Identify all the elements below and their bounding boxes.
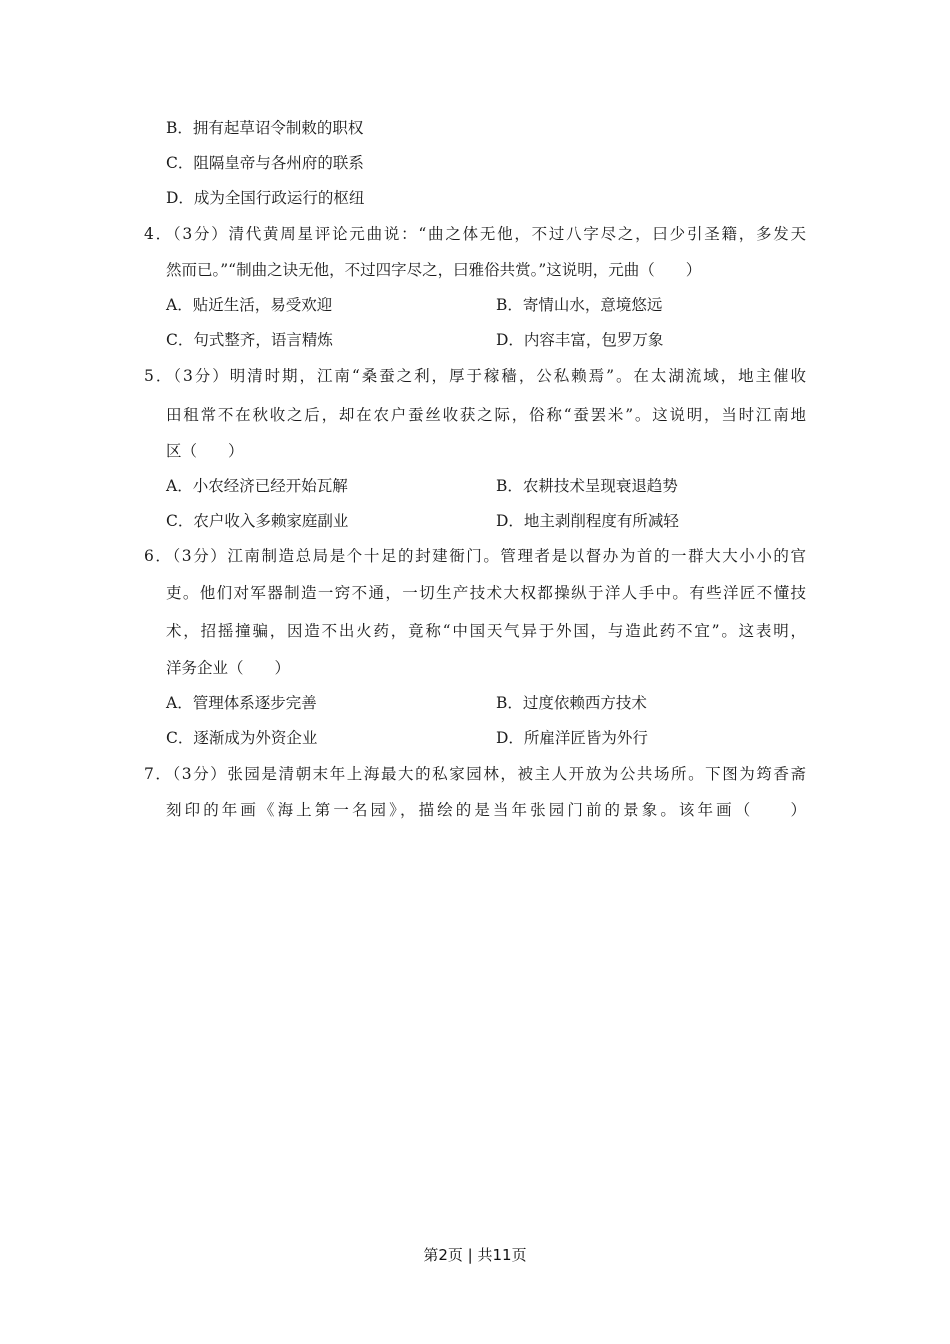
q4-stem-line-1: 4．（3分）清代黄周星评论元曲说：“曲之体无他，不过八字尽之，曰少引圣籍，多发天 <box>144 225 806 243</box>
q6-stem-line-1: 6．（3分）江南制造总局是个十足的封建衙门。管理者是以督办为首的一群大大小小的官 <box>144 547 806 565</box>
q4-option-a: A．贴近生活，易受欢迎 <box>166 296 333 314</box>
q5-option-b: B．农耕技术呈现衰退趋势 <box>496 477 678 495</box>
q4-option-c: C．句式整齐，语言精炼 <box>166 331 333 349</box>
q5-option-a: A．小农经济已经开始瓦解 <box>166 477 348 495</box>
q4-option-d: D．内容丰富，包罗万象 <box>496 331 664 349</box>
q5-option-d: D．地主剥削程度有所减轻 <box>496 512 679 530</box>
q3-option-c: C．阻隔皇帝与各州府的联系 <box>166 154 364 172</box>
q4-option-b: B．寄情山水，意境悠远 <box>496 296 663 314</box>
q5-stem-line-3: 区（ ） <box>166 442 244 460</box>
q3-option-b: B．拥有起草诏令制敕的职权 <box>166 119 364 137</box>
q7-stem-line-2: 刻印的年画《海上第一名园》，描绘的是当年张园门前的景象。该年画（ ） <box>166 801 806 819</box>
q6-option-c: C．逐渐成为外资企业 <box>166 729 318 747</box>
q6-option-d: D．所雇洋匠皆为外行 <box>496 729 648 747</box>
q6-stem-line-2: 吏。他们对军器制造一窍不通，一切生产技术大权都操纵于洋人手中。有些洋匠不懂技 <box>166 584 806 602</box>
q3-option-d: D．成为全国行政运行的枢纽 <box>166 189 365 207</box>
q5-stem-line-2: 田租常不在秋收之后，却在农户蚕丝收获之际，俗称“蚕罢米”。这说明，当时江南地 <box>166 406 806 424</box>
q6-stem-line-4: 洋务企业（ ） <box>166 659 291 677</box>
q4-stem-line-2: 然而已。”“制曲之诀无他，不过四字尽之，曰雅俗共赏。”这说明，元曲（ ） <box>166 261 702 279</box>
page-footer: 第2页 | 共11页 <box>423 1246 527 1264</box>
q5-stem-line-1: 5．（3分）明清时期，江南“桑蚕之利，厚于稼穑，公私赖焉”。在太湖流域，地主催收 <box>144 367 806 385</box>
q6-option-b: B．过度依赖西方技术 <box>496 694 647 712</box>
q6-stem-line-3: 术，招摇撞骗，因造不出火药，竟称“中国天气异于外国，与造此药不宜”。这表明， <box>166 622 806 640</box>
q7-stem-line-1: 7．（3分）张园是清朝末年上海最大的私家园林，被主人开放为公共场所。下图为筠香斋 <box>144 765 806 783</box>
q6-option-a: A．管理体系逐步完善 <box>166 694 317 712</box>
q5-option-c: C．农户收入多赖家庭副业 <box>166 512 349 530</box>
